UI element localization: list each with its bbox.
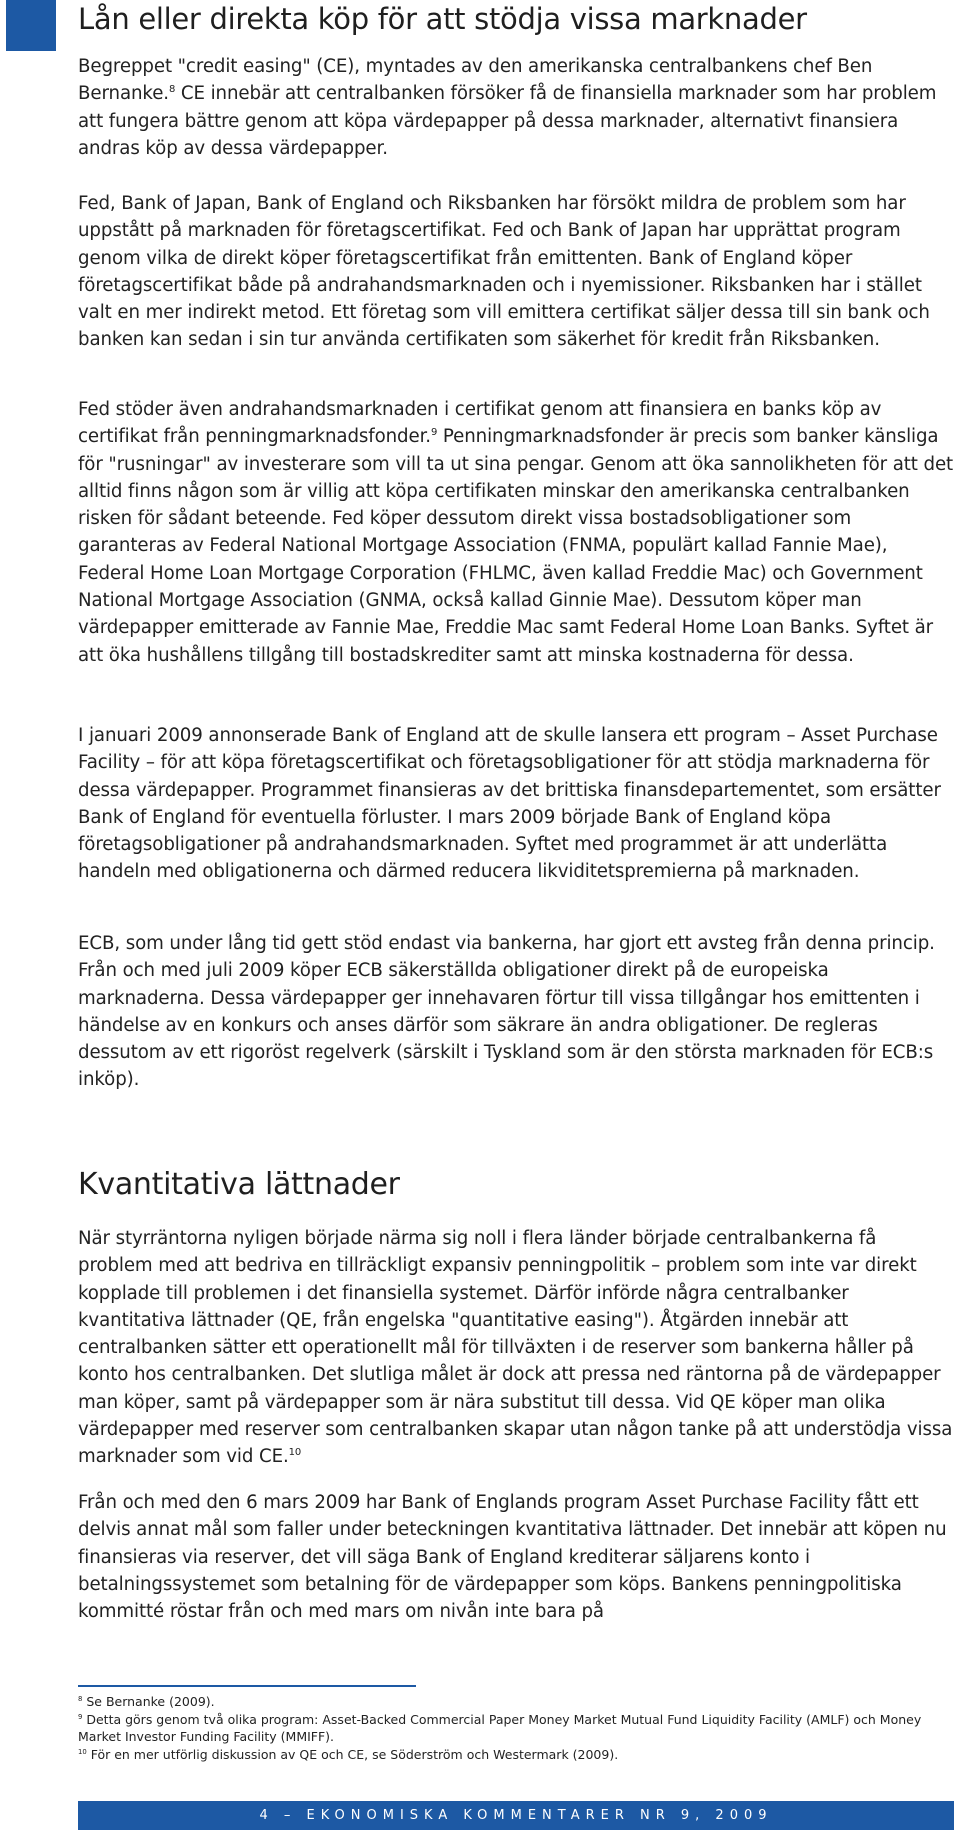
paragraph-text: CE innebär att centralbanken försöker få de finansiella marknader som har problem att fungera bättre genom att köpa värdepapper på dessa marknader, alternativt finansiera andras köp av dessa värdepapper. xyxy=(78,83,937,159)
footnote-text: Detta görs genom två olika program: Asset-Backed Commercial Paper Money Market Mutual Fund Liquidity Facility (AMLF) och Money Market Investor Funding Facility (MMIFF). xyxy=(78,1712,922,1744)
footer-page-info: 4 – EKONOMISKA KOMMENTARER NR 9, 2009 xyxy=(259,1808,773,1823)
paragraph-text: När styrräntorna nyligen började närma sig noll i flera länder började centralbankerna få problem med att bedriva en tillräckligt expansiv penningpolitik – problem som inte var direkt kopplade till problemen i det finansiella systemet. Därför införde några centralbanker kvantitativa lättnader (QE, från engelska "quantitative easing"). Åtgärden innebär att centralbanken sätter ett operationellt mål för tillväxten i de reserver som bankerna håller på konto hos centralbanken. Det slutliga målet är dock att pressa ned räntorna på de värdepapper man köper, samt på värdepapper som är nära substitut till dessa. Vid QE köper man olika värdepapper med reserver som centralbanken skapar utan någon tanke på att understödja vissa marknader som vid CE. xyxy=(78,1228,953,1468)
page-footer xyxy=(78,1801,954,1830)
footnote-text: Se Bernanke (2009). xyxy=(82,1694,215,1709)
paragraph-text: Penningmarknadsfonder är precis som banker känsliga för "rusningar" av investerare som vill ta ut sina pengar. Genom att öka sannolikheten för att det alltid finns någon som är villig att köpa certifikaten minskar den amerikanska centralbanken risken för sådant beteende. Fed köper dessutom direkt vissa bostadsobligationer som garanteras av Federal National Mortgage Association (FNMA, populärt kallad Fannie Mae), Federal Home Loan Mortgage Corporation (FHLMC, även kallad Freddie Mac) och Government National Mortgage Association (GNMA, också kallad Ginnie Mae). Dessutom köper man värdepapper emitterade av Fannie Mae, Freddie Mac samt Federal Home Loan Banks. Syftet är att öka hushållens tillgång till bostadskrediter samt att minska kostnaderna för dessa. xyxy=(78,426,954,666)
paragraph-commercial-paper: Fed, Bank of Japan, Bank of England och Riksbanken har försökt mildra de problem som har uppstått på marknaden för företagscertifikat. Fed och Bank of Japan har upprättat program genom vilka de direkt köper företagscertifikat från emittenten. Bank of England köper företagscertifikat både på andrahandsmarknaden och i nyemissioner. Riksbanken har i stället valt en mer indirekt metod. Ett företag som vill emittera certifikat säljer dessa till sin bank och banken kan sedan i sin tur använda certifikaten som säkerhet för kredit från Riksbanken. xyxy=(78,193,930,351)
paragraph-quantitative-easing xyxy=(78,1225,954,1471)
paragraph-credit-easing xyxy=(78,53,954,162)
footnote-number: 10 xyxy=(78,1747,87,1756)
paragraph-bank-of-england: I januari 2009 annonserade Bank of England att de skulle lansera ett program – Asset Purchase Facility – för att köpa företagscertifikat och företagsobligationer för att stödja marknaderna för dessa värdepapper. Programmet finansieras av det brittiska finansdepartementet, som ersätter Bank of England för eventuella förluster. I mars 2009 började Bank of England köpa företagsobligationer på andrahandsmarknaden. Syftet med programmet är att underlätta handeln med obligationerna och därmed reducera likviditetspremierna på marknaden. xyxy=(78,725,941,883)
paragraph-fed-secondary-market xyxy=(78,396,954,669)
section-heading-quantitative-easing: Kvantitativa lättnader xyxy=(78,1167,400,1202)
paragraph-asset-purchase-facility: Från och med den 6 mars 2009 har Bank of Englands program Asset Purchase Facility fått ett delvis annat mål som faller under beteckningen kvantitativa lättnader. Det innebär att köpen nu finansieras via reserver, det vill säga Bank of England krediterar säljarens konto i betalningssystemet som betalning för de värdepapper som köps. Bankens penningpolitiska kommitté röstar från och med mars om nivån inte bara på xyxy=(78,1492,947,1623)
footnote-10 xyxy=(78,1746,938,1763)
footnote-number: 9 xyxy=(78,1712,83,1721)
paragraph-text: Fed stöder även andrahandsmarknaden i certifikat genom att finansiera en banks köp av certifikat från penningmarknadsfonder. xyxy=(78,399,882,448)
footnote-9 xyxy=(78,1711,938,1745)
footnote-ref-8: 8 xyxy=(168,84,176,96)
footnote-number: 8 xyxy=(78,1694,83,1703)
section-heading-credit-easing: Lån eller direkta köp för att stödja vissa marknader xyxy=(78,2,807,36)
paragraph-ecb: ECB, som under lång tid gett stöd endast via bankerna, har gjort ett avsteg från denna princip. Från och med juli 2009 köper ECB säkerställda obligationer direkt på de europeiska marknaderna. Dessa värdepapper ger innehavaren förtur till vissa tillgångar hos emittenten i händelse av en konkurs och anses därför som säkrare än andra obligationer. De regleras dessutom av ett rigoröst regelverk (särskilt i Tyskland som är den största marknaden för ECB:s inköp). xyxy=(78,933,935,1091)
footnote-8 xyxy=(78,1693,938,1710)
section-marker-box xyxy=(6,0,56,51)
footnote-ref-9: 9 xyxy=(430,427,438,439)
footnote-text: För en mer utförlig diskussion av QE och CE, se Söderström och Westermark (2009). xyxy=(86,1747,619,1762)
footnote-divider xyxy=(78,1685,416,1687)
footnote-ref-10: 10 xyxy=(288,1447,302,1459)
paragraph-text: Begreppet "credit easing" (CE), myntades av den amerikanska centralbankens chef Ben Bernanke. xyxy=(78,56,873,105)
